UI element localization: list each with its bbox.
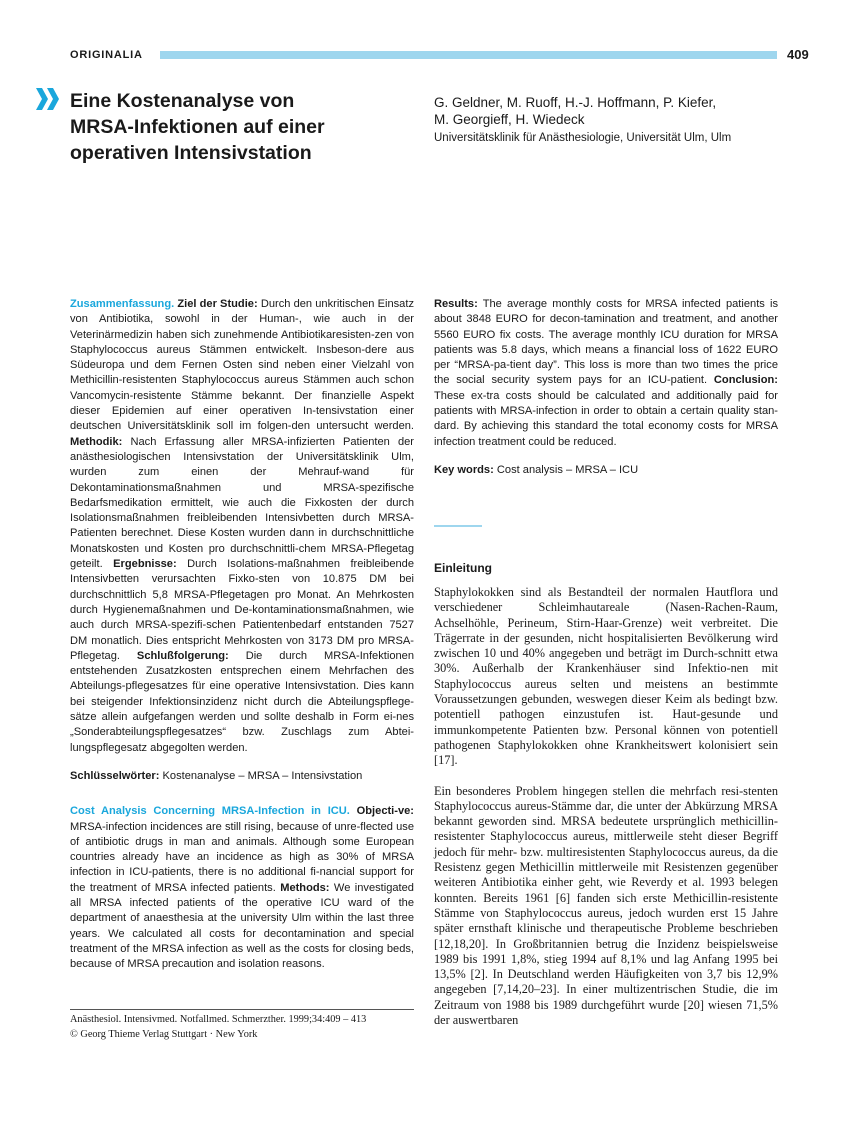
keywords-label: Schlüsselwörter:: [70, 769, 160, 782]
section-divider: [434, 525, 482, 527]
body-paragraph: Ein besonderes Problem hingegen stellen die mehrfach resi-stenten Staphylococcus aureus-Stämme dar, die unter der Abkürzung MRSA bekannt geworden sind. MRSA bedeutete ursprünglich methicillin-resistenter Staphylococcus aureus, mittlerweile steht dieser Begriff jedoch für mehr- bzw. multiresistenten Staphylococcus aureus, da die Resistenz gegen Methicillin mittlerweile mit Resistenzen gegenüber weiteren Antibiotika einher geht, wie Reverdy et al. 1993 belegen konnten. Bereits 1961 [6] fanden sich erste Methicillin-resistente Stämme von Staphylococcus aureus, jedoch wurden erst 15 Jahre später ernsthaft klinische und therapeutische Probleme beschrieben [12,18,20]. In Großbritannien betrug die Inzidenz beispielsweise 1989 bis 1991 1,8%, stieg 1994 auf 8,1% und lag Anfang 1995 bei 13,5% [2]. In Deutschland werden Häufigkeiten von 3,7 bis 12,9% angegeben [7,14,20–23]. In einer multizentrischen Studie, die im Zeitraum von 1988 bis 1989 durchgeführt wurde [20] wiesen 71,5% der auswertbaren: [434, 783, 778, 1028]
english-abstract-start: [70, 804, 414, 972]
objective-label-en: Objecti-ve:: [356, 805, 414, 818]
objective-text-en: MRSA-infection incidences are still rising, because of unre-flected use of antibiotic drugs in man and animals. Although some European countries already have an incidence as high as 30% of MRSA infection in ICU-patients, there is no additional fi-nancial support for the treatment of MRSA infected patients.: [70, 820, 414, 894]
keywords-text-en: Cost analysis – MRSA – ICU: [496, 463, 639, 476]
citation-footer: [70, 1013, 414, 1042]
objective-text: Durch den unkritischen Einsatz von Antibiotika, sowohl in der Human-, wie auch in der Veterinärmedizin haben sich zunehmende Antibiotikaresisten-zen von Staphylococcus aureus Stämmen entwickelt. Insbeson-dere aus Südeuropa und dem Fernen Osten sind neben einer Vielzahl von Methicillin-resistenten Staphylococcus aureus Stämmen auch schon Vancomycin-resistente Stämme bekannt. Der finanzielle Aspekt dieser Epidemien auf einer operativen In-tensivstation einer deutschen Universitätsklinik soll im folgen-den untersucht werden.: [70, 298, 414, 433]
methods-label: Methodik:: [70, 435, 123, 448]
author-line: G. Geldner, M. Ruoff, H.-J. Hoffmann, P. Kiefer,: [434, 95, 717, 110]
conclusion-text-en: These ex-tra costs should be calculated and additionally paid for patients with MRSA-infection in order to obtain a certain quality stan-dard. By achieving this standard the total economy costs for MRSA infection treatment could be reduced.: [434, 389, 778, 448]
keywords-text: Kostenanalyse – MRSA – Intensivstation: [162, 769, 363, 782]
english-keywords: [434, 463, 778, 478]
results-label-en: Results:: [434, 298, 478, 310]
conclusion-label: Schlußfolgerung:: [136, 649, 229, 662]
german-abstract: [70, 297, 414, 756]
methods-text-en: We investigated all MRSA infected patients of the operative ICU ward of the department of anaesthesia at the university Ulm within the last three years. We calculated all costs for decontamination and special treatment of the MRSA infection as well as the costs for closing beds, because of MRSA precaution and isolation reasons.: [70, 881, 414, 971]
author-line: M. Georgieff, H. Wiedeck: [434, 112, 585, 127]
section-label: ORIGINALIA: [70, 49, 143, 61]
affiliation: Universitätsklinik für Anästhesiologie, Universität Ulm, Ulm: [434, 132, 732, 144]
results-label: Ergebnisse:: [113, 558, 177, 571]
methods-text: Nach Erfassung aller MRSA-infizierten Patienten der anästhesiologischen Intensivstation der Universitätsklinik Ulm, wurden zum einen der Mehrauf-wand für Dekontaminationsmaßnahmen und MRSA-spezifische Bedarfsmedikation ermittelt, wie auch die Fixkosten der durch Isolationsmaßnahmen freibleibenden Intensivbetten durch MRSA-Patienten berechnet. Diese Kosten wurden dann in durchschnittliche Monatskosten und Kosten pro durchschnittli-chem MRSA-Pflegetag geteilt.: [70, 435, 414, 571]
english-abstract-title: Cost Analysis Concerning MRSA-Infection in ICU.: [70, 805, 350, 818]
title-line: Eine Kostenanalyse von: [70, 90, 295, 112]
conclusion-label-en: Conclusion:: [713, 374, 778, 387]
conclusion-text: Die durch MRSA-Infektionen entstehenden Zusatzkosten entsprechen einem Mehrfachen des Abteilungs-pflegesatzes für eine operative Intensivstation. Dies kann bei steigender Infektionsinzidenz nicht durch die Abteilungspflege-sätze allein aufgefangen werden und sollte deshalb in Form ei-nes „Sonderabteilungspflegesatzes“ bzw. Zuschlags zum Abtei-lungspflegesatz abgegolten werden.: [70, 649, 414, 754]
header-rule: [160, 51, 777, 59]
footer-rule: [70, 1009, 414, 1010]
page-number: 409: [787, 47, 809, 62]
abstract-label: Zusammenfassung.: [70, 298, 175, 310]
results-text-en: The average monthly costs for MRSA infected patients is about 3848 EURO for decon-tamination and treatment, and another 5560 EURO fix costs. The average monthly ICU duration for MRSA patients was 5.8 days, which means a financial loss of 1622 EURO per “MRSA-pa-tient day”. This loss is more than two times the price the social security system pays for an ICU-patient.: [434, 298, 778, 387]
citation-line: Anästhesiol. Intensivmed. Notfallmed. Schmerzther. 1999;34:409 – 413: [70, 1014, 367, 1025]
abstract-column-left: [70, 297, 414, 972]
results-text: Durch Isolations-maßnahmen freibleibende Intensivbetten verursachten Fixko-sten von 10.875 DM bei durchschnittlich 5,8 MRSA-Pflegetagen pro Monat. An Mehrkosten durch Hygienemaßnahmen und De-kontaminationsmaßnahmen, wie auch durch MRSA-spezifi-schen Patientenbedarf entstanden 7527 DM monatlich. Dies entspricht Mehrkosten von 3173 DM pro MRSA-Pflegetag.: [70, 558, 415, 662]
section-heading-introduction: Einleitung: [434, 561, 492, 575]
publisher-line: © Georg Thieme Verlag Stuttgart · New York: [70, 1028, 258, 1040]
introduction-body: [434, 585, 778, 1028]
objective-label: Ziel der Studie:: [177, 298, 258, 310]
keywords-label-en: Key words:: [434, 463, 494, 476]
body-paragraph: Staphylokokken sind als Bestandteil der normalen Hautflora und verschiedener Schleimhautareale (Nasen-Rachen-Raum, Achselhöhle, Perineum, Stirn-Haar-Grenze) weit verbreitet. Die Trägerrate in der gesunden, nicht hospitalisierten Bevölkerung wird zwischen 10 und 40% angegeben und beträgt im Durch-schnitt etwa 30%. Außerhalb der Krankenhäuser sind Infektio-nen mit Staphylococcus aureus selten und meistens an bestimmte Voraussetzungen gebunden, weswegen dieser Keim als bedingt bzw. potentiell pathogen einzustufen ist. Haut-gesunde und immunkompetente Patienten bzw. Personal können von potentiell pathogenen Staphylokokken ohne Krankheitswert kolonisiert sein [17].: [434, 585, 778, 768]
title-line: operativen Intensivstation: [70, 142, 312, 164]
english-abstract-end: [434, 297, 778, 450]
double-chevron-icon: [36, 88, 60, 110]
author-list: [434, 94, 814, 128]
german-keywords: [70, 769, 414, 784]
article-title: [70, 88, 410, 166]
title-line: MRSA-Infektionen auf einer: [70, 116, 325, 138]
abstract-column-right: [434, 297, 778, 478]
methods-label-en: Methods:: [280, 881, 330, 894]
